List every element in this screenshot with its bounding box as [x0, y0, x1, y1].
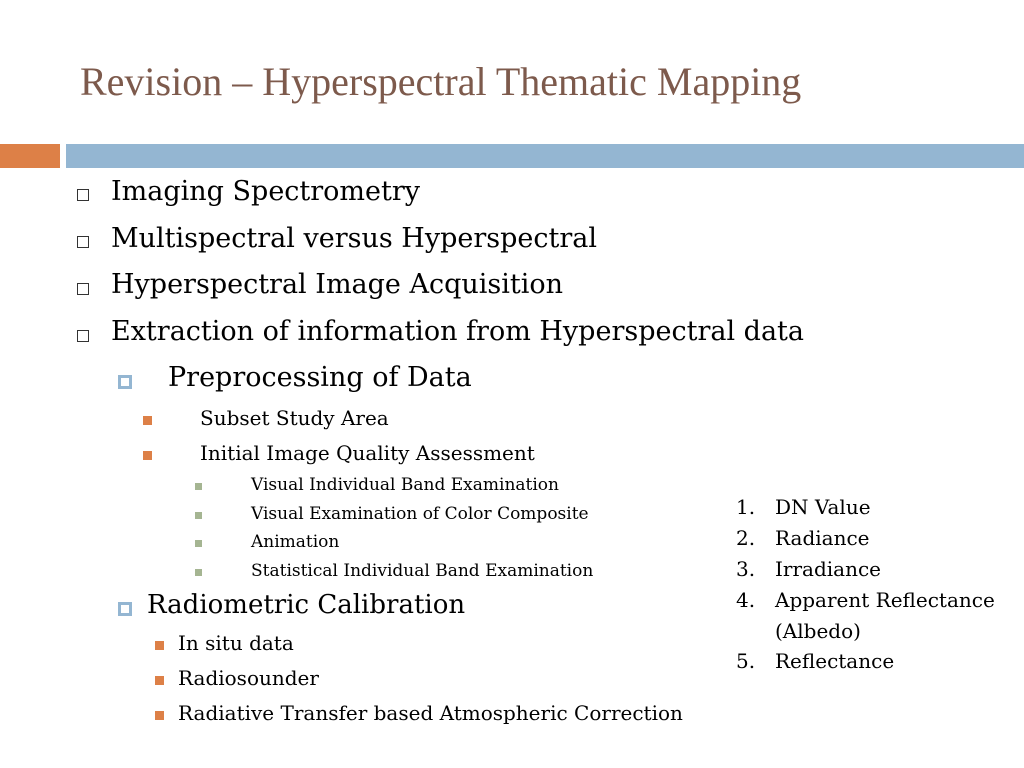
quality-subitem-3: Animation — [251, 532, 340, 552]
hollow-square-bullet — [77, 236, 89, 248]
outline-item-1: Imaging Spectrometry — [111, 176, 421, 207]
orange-square-bullet — [155, 711, 164, 720]
orange-square-bullet — [143, 451, 152, 460]
numbered-item-4-continuation: (Albedo) — [775, 619, 861, 643]
numbered-item-4: Apparent Reflectance — [775, 588, 995, 612]
numbered-marker-2: 2. — [736, 526, 756, 550]
orange-square-bullet — [143, 416, 152, 425]
hollow-square-bullet — [77, 283, 89, 295]
preprocessing-item-2: Initial Image Quality Assessment — [200, 441, 535, 465]
outline-item-2: Multispectral versus Hyperspectral — [111, 223, 597, 254]
slide-title: Revision – Hyperspectral Thematic Mapping — [80, 59, 802, 104]
hollow-square-bullet — [77, 330, 89, 342]
blue-square-bullet — [118, 602, 132, 616]
green-square-bullet — [195, 540, 202, 547]
preprocessing-heading: Preprocessing of Data — [168, 362, 472, 393]
green-square-bullet — [195, 569, 202, 576]
numbered-item-1: DN Value — [775, 495, 871, 519]
accent-bar-orange — [0, 144, 60, 168]
outline-item-4: Extraction of information from Hyperspectral data — [111, 316, 804, 347]
numbered-item-3: Irradiance — [775, 557, 881, 581]
radiometric-heading: Radiometric Calibration — [147, 590, 466, 620]
radiometric-item-1: In situ data — [178, 631, 294, 655]
radiometric-item-3: Radiative Transfer based Atmospheric Correction — [178, 701, 683, 725]
radiometric-item-2: Radiosounder — [178, 666, 319, 690]
green-square-bullet — [195, 512, 202, 519]
quality-subitem-1: Visual Individual Band Examination — [251, 475, 559, 495]
numbered-marker-4: 4. — [736, 588, 756, 612]
numbered-marker-1: 1. — [736, 495, 756, 519]
preprocessing-item-1: Subset Study Area — [200, 406, 389, 430]
orange-square-bullet — [155, 676, 164, 685]
accent-bar-blue — [66, 144, 1024, 168]
outline-item-3: Hyperspectral Image Acquisition — [111, 269, 564, 300]
blue-square-bullet — [118, 375, 132, 389]
quality-subitem-2: Visual Examination of Color Composite — [251, 504, 589, 524]
hollow-square-bullet — [77, 189, 89, 201]
orange-square-bullet — [155, 641, 164, 650]
numbered-marker-3: 3. — [736, 557, 756, 581]
green-square-bullet — [195, 483, 202, 490]
numbered-item-2: Radiance — [775, 526, 870, 550]
quality-subitem-4: Statistical Individual Band Examination — [251, 561, 594, 581]
numbered-marker-5: 5. — [736, 649, 756, 673]
numbered-item-5: Reflectance — [775, 649, 895, 673]
